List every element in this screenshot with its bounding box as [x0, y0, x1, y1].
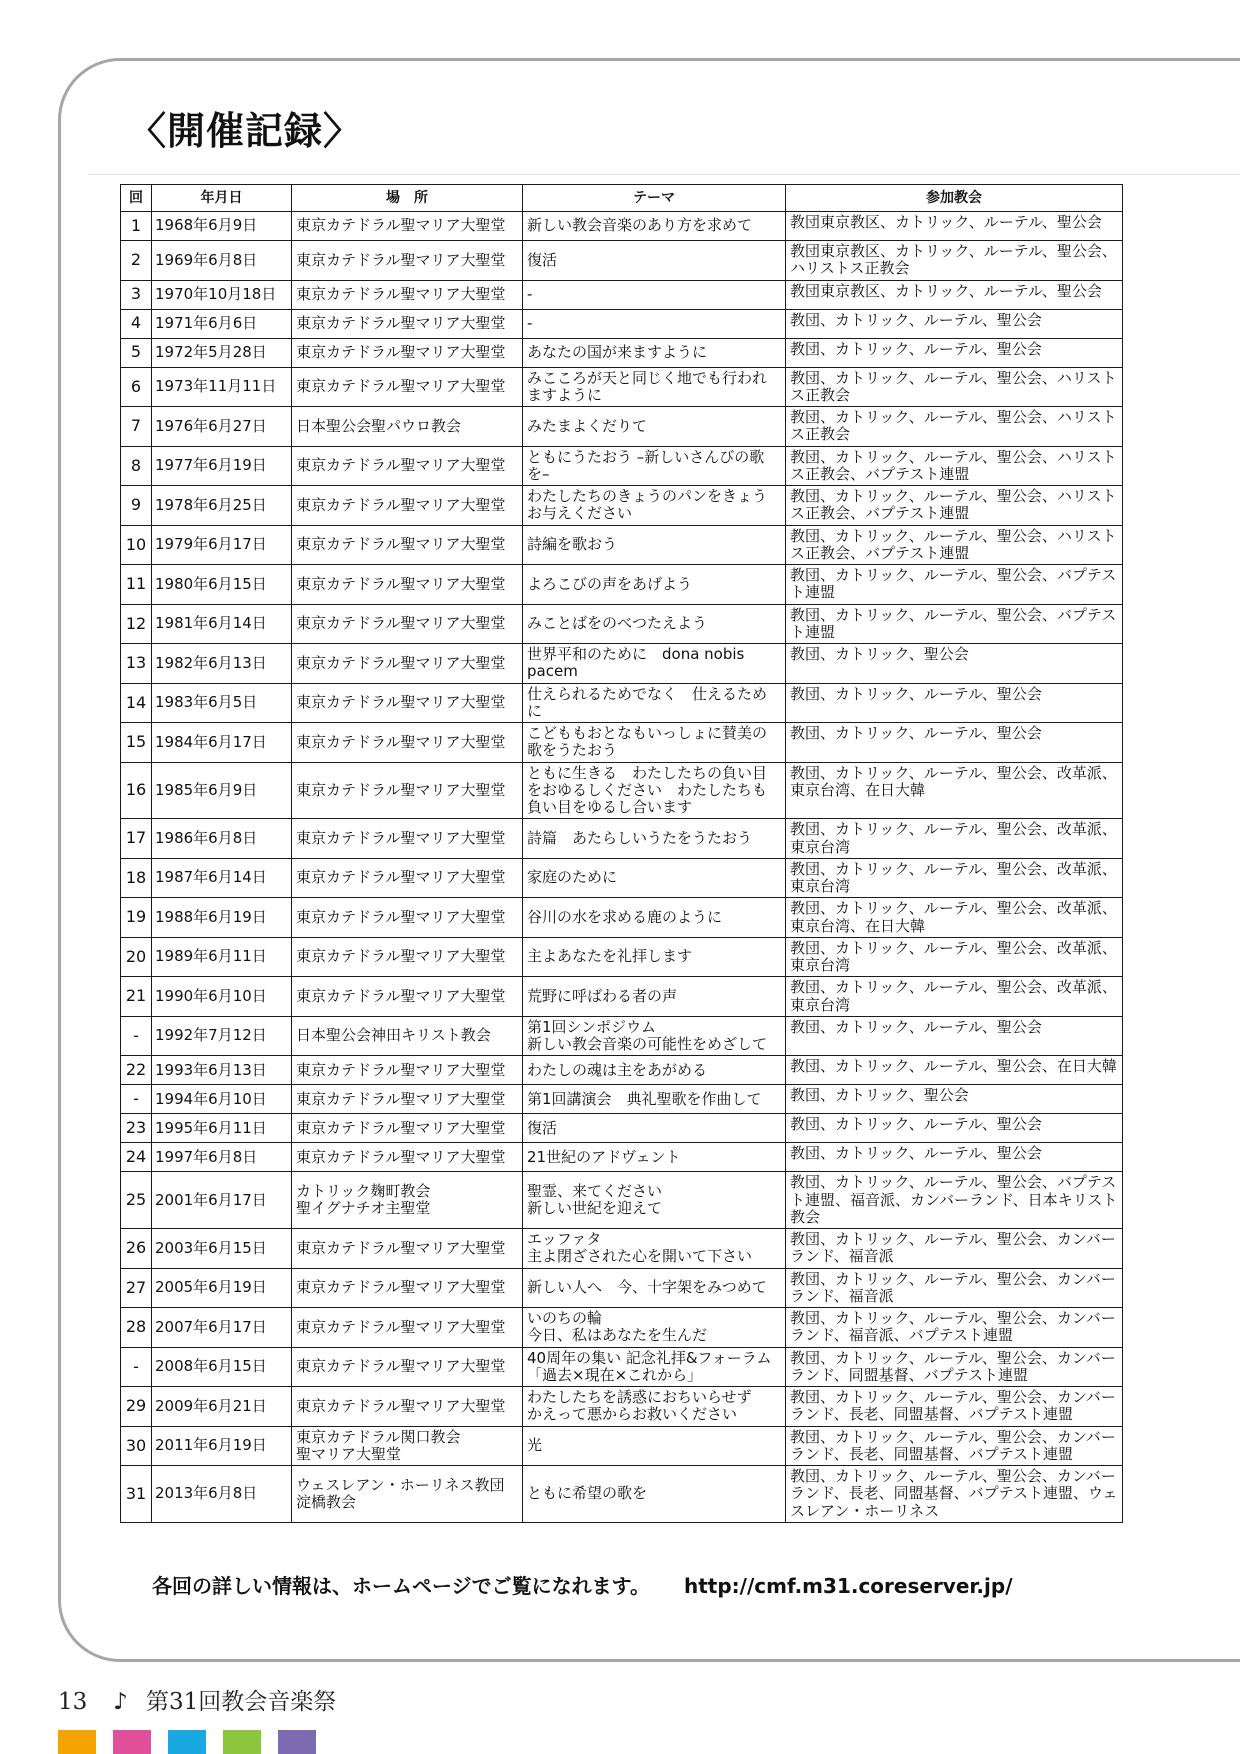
cell-theme: あなたの国が来ますように — [523, 338, 786, 367]
cell-place: 東京カテドラル聖マリア大聖堂 — [292, 858, 523, 898]
table-row — [121, 1016, 1123, 1056]
cell-number: - — [121, 1016, 152, 1056]
cell-date: 2009年6月21日 — [152, 1387, 292, 1427]
cell-place: 日本聖公会神田キリスト教会 — [292, 1016, 523, 1056]
cell-date: 1977年6月19日 — [152, 446, 292, 486]
cell-date: 1990年6月10日 — [152, 977, 292, 1017]
cell-date: 2008年6月15日 — [152, 1347, 292, 1387]
table-row — [121, 1172, 1123, 1229]
website-footnote — [152, 1570, 1013, 1599]
cell-number: 20 — [121, 937, 152, 977]
cell-number: 12 — [121, 604, 152, 644]
cell-churches: 教団、カトリック、ルーテル、聖公会、改革派、東京台湾、在日大韓 — [786, 762, 1123, 819]
cell-number: 25 — [121, 1172, 152, 1229]
cell-place: 東京カテドラル聖マリア大聖堂 — [292, 1308, 523, 1348]
header-number: 回 — [121, 185, 152, 212]
cell-theme: ともに希望の歌を — [523, 1466, 786, 1523]
cell-churches: 教団、カトリック、ルーテル、聖公会、改革派、東京台湾 — [786, 937, 1123, 977]
cell-place: 日本聖公会聖パウロ教会 — [292, 407, 523, 447]
table-row — [121, 407, 1123, 447]
cell-place: 東京カテドラル聖マリア大聖堂 — [292, 604, 523, 644]
cell-date: 1997年6月8日 — [152, 1143, 292, 1172]
cell-churches: 教団、カトリック、ルーテル、聖公会 — [786, 1016, 1123, 1056]
page-number: 13 — [58, 1689, 88, 1715]
cell-place: 東京カテドラル聖マリア大聖堂 — [292, 1085, 523, 1114]
table-row — [121, 486, 1123, 526]
table-row — [121, 683, 1123, 723]
cell-place: 東京カテドラル聖マリア大聖堂 — [292, 525, 523, 565]
cell-theme: - — [523, 309, 786, 338]
cell-theme: 主よあなたを礼拝します — [523, 937, 786, 977]
cell-date: 1985年6月9日 — [152, 762, 292, 819]
cell-date: 1972年5月28日 — [152, 338, 292, 367]
table-row — [121, 937, 1123, 977]
footnote-text: 各回の詳しい情報は、ホームページでご覧になれます。 — [152, 1574, 650, 1598]
cell-place: 東京カテドラル聖マリア大聖堂 — [292, 280, 523, 309]
header-place: 場 所 — [292, 185, 523, 212]
cell-place: 東京カテドラル聖マリア大聖堂 — [292, 446, 523, 486]
cell-date: 1979年6月17日 — [152, 525, 292, 565]
cell-place: 東京カテドラル聖マリア大聖堂 — [292, 644, 523, 684]
cell-number: 19 — [121, 898, 152, 938]
cell-churches: 教団、カトリック、ルーテル、聖公会、改革派、東京台湾 — [786, 819, 1123, 859]
color-swatch — [168, 1730, 206, 1754]
cell-date: 1980年6月15日 — [152, 565, 292, 605]
cell-date: 1987年6月14日 — [152, 858, 292, 898]
cell-theme: - — [523, 280, 786, 309]
cell-churches: 教団、カトリック、ルーテル、聖公会、改革派、東京台湾 — [786, 858, 1123, 898]
cell-number: 24 — [121, 1143, 152, 1172]
cell-date: 1984年6月17日 — [152, 723, 292, 763]
table-row — [121, 1426, 1123, 1466]
cell-theme: 40周年の集い 記念礼拝&フォーラム「過去×現在×これから」 — [523, 1347, 786, 1387]
table-row — [121, 1308, 1123, 1348]
cell-date: 1976年6月27日 — [152, 407, 292, 447]
cell-theme: こどももおとなもいっしょに賛美の歌をうたおう — [523, 723, 786, 763]
cell-number: 8 — [121, 446, 152, 486]
cell-theme: ともに生きる わたしたちの負い目をおゆるしください わたしたちも負い目をゆるし合います — [523, 762, 786, 819]
eighth-note-icon: ♪ — [113, 1689, 128, 1715]
table-row — [121, 819, 1123, 859]
cell-theme: 荒野に呼ばわる者の声 — [523, 977, 786, 1017]
cell-churches: 教団、カトリック、ルーテル、聖公会、バプテスト連盟 — [786, 565, 1123, 605]
cell-date: 1983年6月5日 — [152, 683, 292, 723]
cell-place: 東京カテドラル聖マリア大聖堂 — [292, 1387, 523, 1427]
publication-title: 第31回教会音楽祭 — [145, 1689, 337, 1715]
table-row — [121, 241, 1123, 281]
cell-churches: 教団、カトリック、ルーテル、聖公会、ハリストス正教会、バプテスト連盟 — [786, 486, 1123, 526]
cell-churches: 教団、カトリック、ルーテル、聖公会、カンバーランド、長老、同盟基督、バプテスト連盟 — [786, 1387, 1123, 1427]
website-link[interactable]: http://cmf.m31.coreserver.jp/ — [684, 1574, 1013, 1598]
cell-churches: 教団、カトリック、聖公会 — [786, 1085, 1123, 1114]
cell-churches: 教団、カトリック、ルーテル、聖公会 — [786, 683, 1123, 723]
cell-date: 1978年6月25日 — [152, 486, 292, 526]
table-row — [121, 280, 1123, 309]
cell-number: 23 — [121, 1114, 152, 1143]
cell-place: 東京カテドラル聖マリア大聖堂 — [292, 683, 523, 723]
table-row — [121, 1143, 1123, 1172]
cell-date: 2013年6月8日 — [152, 1466, 292, 1523]
cell-number: 11 — [121, 565, 152, 605]
cell-churches: 教団、カトリック、ルーテル、聖公会、ハリストス正教会 — [786, 407, 1123, 447]
cell-date: 1986年6月8日 — [152, 819, 292, 859]
table-row — [121, 858, 1123, 898]
cell-theme: 復活 — [523, 241, 786, 281]
cell-number: 5 — [121, 338, 152, 367]
cell-theme: 谷川の水を求める鹿のように — [523, 898, 786, 938]
cell-date: 1995年6月11日 — [152, 1114, 292, 1143]
cell-theme: 家庭のために — [523, 858, 786, 898]
cell-place: 東京カテドラル聖マリア大聖堂 — [292, 723, 523, 763]
cell-place: ウェスレアン・ホーリネス教団 淀橋教会 — [292, 1466, 523, 1523]
cell-theme: ともにうたおう –新しいさんびの歌を– — [523, 446, 786, 486]
cell-number: 14 — [121, 683, 152, 723]
cell-date: 1988年6月19日 — [152, 898, 292, 938]
cell-number: 26 — [121, 1229, 152, 1269]
cell-number: 15 — [121, 723, 152, 763]
cell-place: 東京カテドラル聖マリア大聖堂 — [292, 1229, 523, 1269]
table-row — [121, 1056, 1123, 1085]
cell-churches: 教団、カトリック、ルーテル、聖公会、改革派、東京台湾 — [786, 977, 1123, 1017]
cell-churches: 教団、カトリック、ルーテル、聖公会、ハリストス正教会、バプテスト連盟 — [786, 446, 1123, 486]
cell-number: 16 — [121, 762, 152, 819]
table-row — [121, 1466, 1123, 1523]
section-title: 〈開催記録〉 — [128, 109, 363, 153]
table-row — [121, 1387, 1123, 1427]
cell-place: 東京カテドラル聖マリア大聖堂 — [292, 212, 523, 241]
table-header-row — [121, 185, 1123, 212]
color-swatch — [113, 1730, 151, 1754]
cell-number: 22 — [121, 1056, 152, 1085]
table-row — [121, 604, 1123, 644]
cell-place: 東京カテドラル聖マリア大聖堂 — [292, 367, 523, 407]
cell-theme: わたしたちのきょうのパンをきょうお与えください — [523, 486, 786, 526]
cell-churches: 教団、カトリック、ルーテル、聖公会、ハリストス正教会 — [786, 367, 1123, 407]
table-row — [121, 1347, 1123, 1387]
cell-date: 1994年6月10日 — [152, 1085, 292, 1114]
cell-place: 東京カテドラル聖マリア大聖堂 — [292, 977, 523, 1017]
cell-churches: 教団、カトリック、ルーテル、聖公会 — [786, 1114, 1123, 1143]
cell-number: 21 — [121, 977, 152, 1017]
cell-theme: 21世紀のアドヴェント — [523, 1143, 786, 1172]
table-row — [121, 212, 1123, 241]
cell-number: 2 — [121, 241, 152, 281]
cell-date: 2005年6月19日 — [152, 1268, 292, 1308]
cell-date: 1993年6月13日 — [152, 1056, 292, 1085]
cell-churches: 教団、カトリック、ルーテル、聖公会、カンバーランド、長老、同盟基督、バプテスト連盟 — [786, 1426, 1123, 1466]
cell-number: 6 — [121, 367, 152, 407]
event-record-table — [120, 184, 1123, 1523]
table-row — [121, 309, 1123, 338]
table-row — [121, 898, 1123, 938]
cell-date: 1982年6月13日 — [152, 644, 292, 684]
cell-churches: 教団、カトリック、ルーテル、聖公会 — [786, 338, 1123, 367]
table-row — [121, 644, 1123, 684]
cell-churches: 教団、カトリック、ルーテル、聖公会、バプテスト連盟 — [786, 604, 1123, 644]
cell-place: 東京カテドラル関口教会 聖マリア大聖堂 — [292, 1426, 523, 1466]
cell-number: 17 — [121, 819, 152, 859]
cell-churches: 教団、カトリック、聖公会 — [786, 644, 1123, 684]
header-churches: 参加教会 — [786, 185, 1123, 212]
divider-line — [88, 174, 1240, 175]
cell-number: 27 — [121, 1268, 152, 1308]
header-date: 年月日 — [152, 185, 292, 212]
cell-place: 東京カテドラル聖マリア大聖堂 — [292, 486, 523, 526]
cell-place: 東京カテドラル聖マリア大聖堂 — [292, 1143, 523, 1172]
table-row — [121, 977, 1123, 1017]
cell-place: 東京カテドラル聖マリア大聖堂 — [292, 338, 523, 367]
cell-place: 東京カテドラル聖マリア大聖堂 — [292, 937, 523, 977]
cell-churches: 教団、カトリック、ルーテル、聖公会、在日大韓 — [786, 1056, 1123, 1085]
cell-theme: 仕えられるためでなく 仕えるために — [523, 683, 786, 723]
cell-number: 28 — [121, 1308, 152, 1348]
cell-number: 13 — [121, 644, 152, 684]
page-footer — [58, 1683, 336, 1716]
cell-date: 1992年7月12日 — [152, 1016, 292, 1056]
cell-churches: 教団、カトリック、ルーテル、聖公会 — [786, 723, 1123, 763]
cell-place: 東京カテドラル聖マリア大聖堂 — [292, 241, 523, 281]
cell-theme: いのちの輪 今日、私はあなたを生んだ — [523, 1308, 786, 1348]
cell-theme: 聖霊、来てください 新しい世紀を迎えて — [523, 1172, 786, 1229]
cell-place: 東京カテドラル聖マリア大聖堂 — [292, 1268, 523, 1308]
cell-place: 東京カテドラル聖マリア大聖堂 — [292, 1056, 523, 1085]
cell-theme: 詩篇 あたらしいうたをうたおう — [523, 819, 786, 859]
cell-theme: 新しい人へ 今、十字架をみつめて — [523, 1268, 786, 1308]
cell-theme: みこころが天と同じく地でも行われますように — [523, 367, 786, 407]
cell-date: 2001年6月17日 — [152, 1172, 292, 1229]
cell-number: 18 — [121, 858, 152, 898]
cell-date: 1970年10月18日 — [152, 280, 292, 309]
cell-number: 7 — [121, 407, 152, 447]
table-row — [121, 723, 1123, 763]
table-row — [121, 338, 1123, 367]
cell-date: 1969年6月8日 — [152, 241, 292, 281]
cell-number: 1 — [121, 212, 152, 241]
cell-churches: 教団、カトリック、ルーテル、聖公会、改革派、東京台湾、在日大韓 — [786, 898, 1123, 938]
cell-theme: 復活 — [523, 1114, 786, 1143]
header-theme: テーマ — [523, 185, 786, 212]
cell-number: - — [121, 1085, 152, 1114]
cell-churches: 教団東京教区、カトリック、ルーテル、聖公会、ハリストス正教会 — [786, 241, 1123, 281]
cell-churches: 教団、カトリック、ルーテル、聖公会、カンバーランド、福音派 — [786, 1229, 1123, 1269]
table-row — [121, 525, 1123, 565]
table-row — [121, 565, 1123, 605]
cell-theme: 世界平和のために dona nobis pacem — [523, 644, 786, 684]
cell-date: 1989年6月11日 — [152, 937, 292, 977]
cell-date: 2007年6月17日 — [152, 1308, 292, 1348]
cell-theme: わたしたちを誘惑におちいらせず かえって悪からお救いください — [523, 1387, 786, 1427]
table-row — [121, 367, 1123, 407]
cell-theme: 第1回シンポジウム 新しい教会音楽の可能性をめざして — [523, 1016, 786, 1056]
cell-place: 東京カテドラル聖マリア大聖堂 — [292, 762, 523, 819]
cell-place: 東京カテドラル聖マリア大聖堂 — [292, 309, 523, 338]
cell-churches: 教団、カトリック、ルーテル、聖公会、カンバーランド、同盟基督、バプテスト連盟 — [786, 1347, 1123, 1387]
table-body — [121, 212, 1123, 1523]
cell-place: 東京カテドラル聖マリア大聖堂 — [292, 565, 523, 605]
cell-churches: 教団東京教区、カトリック、ルーテル、聖公会 — [786, 212, 1123, 241]
cell-place: 東京カテドラル聖マリア大聖堂 — [292, 1347, 523, 1387]
cell-theme: エッファタ 主よ閉ざされた心を開いて下さい — [523, 1229, 786, 1269]
cell-place: カトリック麹町教会 聖イグナチオ主聖堂 — [292, 1172, 523, 1229]
cell-theme: みたまよくだりて — [523, 407, 786, 447]
cell-theme: よろこびの声をあげよう — [523, 565, 786, 605]
cell-theme: みことばをのべつたえよう — [523, 604, 786, 644]
cell-place: 東京カテドラル聖マリア大聖堂 — [292, 819, 523, 859]
cell-number: 9 — [121, 486, 152, 526]
cell-date: 2011年6月19日 — [152, 1426, 292, 1466]
cell-number: 10 — [121, 525, 152, 565]
cell-theme: 詩編を歌おう — [523, 525, 786, 565]
cell-churches: 教団東京教区、カトリック、ルーテル、聖公会 — [786, 280, 1123, 309]
cell-date: 1981年6月14日 — [152, 604, 292, 644]
cell-churches: 教団、カトリック、ルーテル、聖公会、ハリストス正教会、バプテスト連盟 — [786, 525, 1123, 565]
cell-number: - — [121, 1347, 152, 1387]
table-row — [121, 1114, 1123, 1143]
color-swatch — [58, 1730, 96, 1754]
cell-number: 3 — [121, 280, 152, 309]
cell-churches: 教団、カトリック、ルーテル、聖公会、カンバーランド、福音派 — [786, 1268, 1123, 1308]
cell-theme: 光 — [523, 1426, 786, 1466]
cell-place: 東京カテドラル聖マリア大聖堂 — [292, 898, 523, 938]
cell-place: 東京カテドラル聖マリア大聖堂 — [292, 1114, 523, 1143]
cell-theme: わたしの魂は主をあがめる — [523, 1056, 786, 1085]
cell-date: 2003年6月15日 — [152, 1229, 292, 1269]
color-swatch — [223, 1730, 261, 1754]
cell-theme: 第1回講演会 典礼聖歌を作曲して — [523, 1085, 786, 1114]
table-row — [121, 1268, 1123, 1308]
table-row — [121, 1229, 1123, 1269]
cell-theme: 新しい教会音楽のあり方を求めて — [523, 212, 786, 241]
table-row — [121, 762, 1123, 819]
cell-number: 4 — [121, 309, 152, 338]
cell-churches: 教団、カトリック、ルーテル、聖公会、カンバーランド、長老、同盟基督、バプテスト連盟、ウェスレアン・ホーリネス — [786, 1466, 1123, 1523]
cell-date: 1971年6月6日 — [152, 309, 292, 338]
cell-churches: 教団、カトリック、ルーテル、聖公会、カンバーランド、福音派、バプテスト連盟 — [786, 1308, 1123, 1348]
table-row — [121, 1085, 1123, 1114]
cell-number: 29 — [121, 1387, 152, 1427]
cell-number: 31 — [121, 1466, 152, 1523]
color-swatch — [278, 1730, 316, 1754]
cell-churches: 教団、カトリック、ルーテル、聖公会 — [786, 1143, 1123, 1172]
cell-churches: 教団、カトリック、ルーテル、聖公会 — [786, 309, 1123, 338]
cell-date: 1973年11月11日 — [152, 367, 292, 407]
cell-date: 1968年6月9日 — [152, 212, 292, 241]
cell-churches: 教団、カトリック、ルーテル、聖公会、バプテスト連盟、福音派、カンバーランド、日本キリスト教会 — [786, 1172, 1123, 1229]
table-row — [121, 446, 1123, 486]
cell-number: 30 — [121, 1426, 152, 1466]
